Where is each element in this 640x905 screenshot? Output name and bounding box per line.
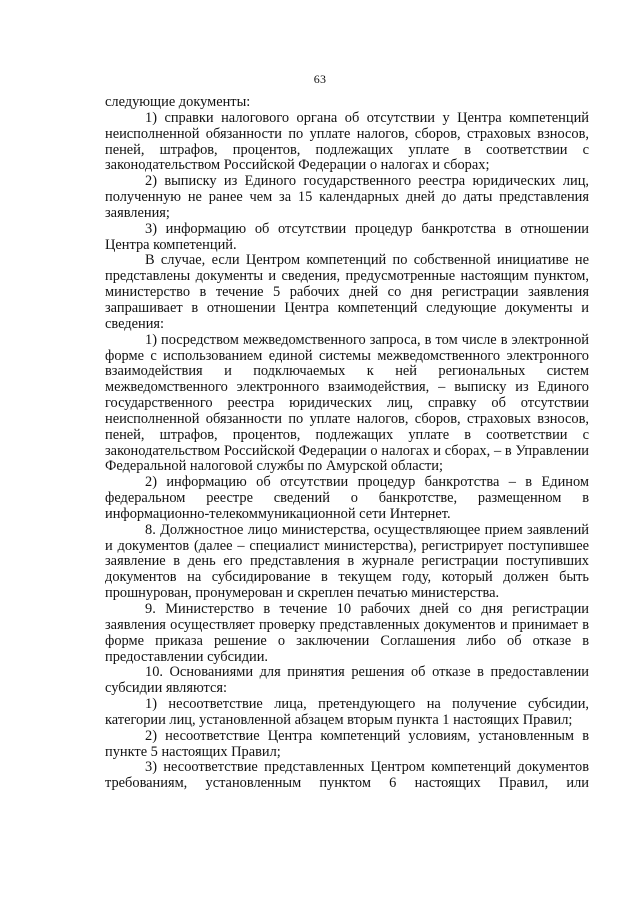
paragraph-item-3: 3) информацию об отсутствии процедур банкротства в отношении Центра компетенций.	[105, 220, 589, 253]
paragraph-refusal-3: 3) несоответствие представленных Центром компетенций документов требованиям, установленным пунктом 6 настоящих Правил, или	[105, 759, 589, 792]
paragraph-point-10: 10. Основаниями для принятия решения об отказе в предоставлении субсидии являются:	[105, 664, 589, 697]
paragraph-item-1: 1) справки налогового органа об отсутствии у Центра компетенций неисполненной обязанности по уплате налогов, сборов, страховых взносов, пеней, штрафов, процентов, подлежащих уплате в соответствии с законодательством Российской Федерации о налогах и сборах;	[105, 109, 589, 174]
paragraph-refusal-2: 2) несоответствие Центра компетенций условиям, установленным в пункте 5 настоящих Правил;	[105, 727, 589, 760]
paragraph-request-1: 1) посредством межведомственного запроса, в том числе в электронной форме с использованием единой системы межведомственного электронного взаимодействия и подключаемых к ней региональных систем межведомственного электронного взаимодействия, – выписку из Единого государственного реестра юридических лиц, справку об отсутствии неисполненной обязанности по уплате налогов, сборов, страховых взносов, пеней, штрафов, процентов, подлежащих уплате в соответствии с законодательством Российской Федерации о налогах и сборах, – в Управлении Федеральной налоговой службы по Амурской области;	[105, 331, 589, 475]
paragraph-point-8: 8. Должностное лицо министерства, осуществляющее прием заявлений и документов (далее – специалист министерства), регистрирует поступившее заявление в день его представления в журнале регистрации поступивших документов на субсидирование в текущем году, который должен быть прошнурован, пронумерован и скреплен печатью министерства.	[105, 521, 589, 602]
paragraph-request-2: 2) информацию об отсутствии процедур банкротства – в Едином федеральном реестре сведений о банкротстве, размещенном в информационно-телекоммуникационной сети Интернет.	[105, 474, 589, 522]
paragraph-point-9: 9. Министерство в течение 10 рабочих дней со дня регистрации заявления осуществляет проверку представленных документов и принимает в форме приказа решение о заключении Соглашения либо об отказе в предоставлении субсидии.	[105, 601, 589, 665]
page-number: 63	[313, 72, 327, 86]
document-body	[105, 95, 589, 792]
paragraph-refusal-1: 1) несоответствие лица, претендующего на получение субсидии, категории лиц, установленной абзацем вторым пункта 1 настоящих Правил;	[105, 696, 589, 728]
paragraph-case-paragraph: В случае, если Центром компетенций по собственной инициативе не представлены документы и сведения, предусмотренные настоящим пунктом, министерство в течение 5 рабочих дней со дня регистрации заявления запрашивает в отношении Центра компетенций следующие документы и сведения:	[105, 252, 589, 332]
paragraph-item-2: 2) выписку из Единого государственного реестра юридических лиц, полученную не ранее чем за 15 календарных дней до даты представления заявления;	[105, 173, 589, 221]
paragraph-intro: следующие документы:	[105, 94, 251, 110]
